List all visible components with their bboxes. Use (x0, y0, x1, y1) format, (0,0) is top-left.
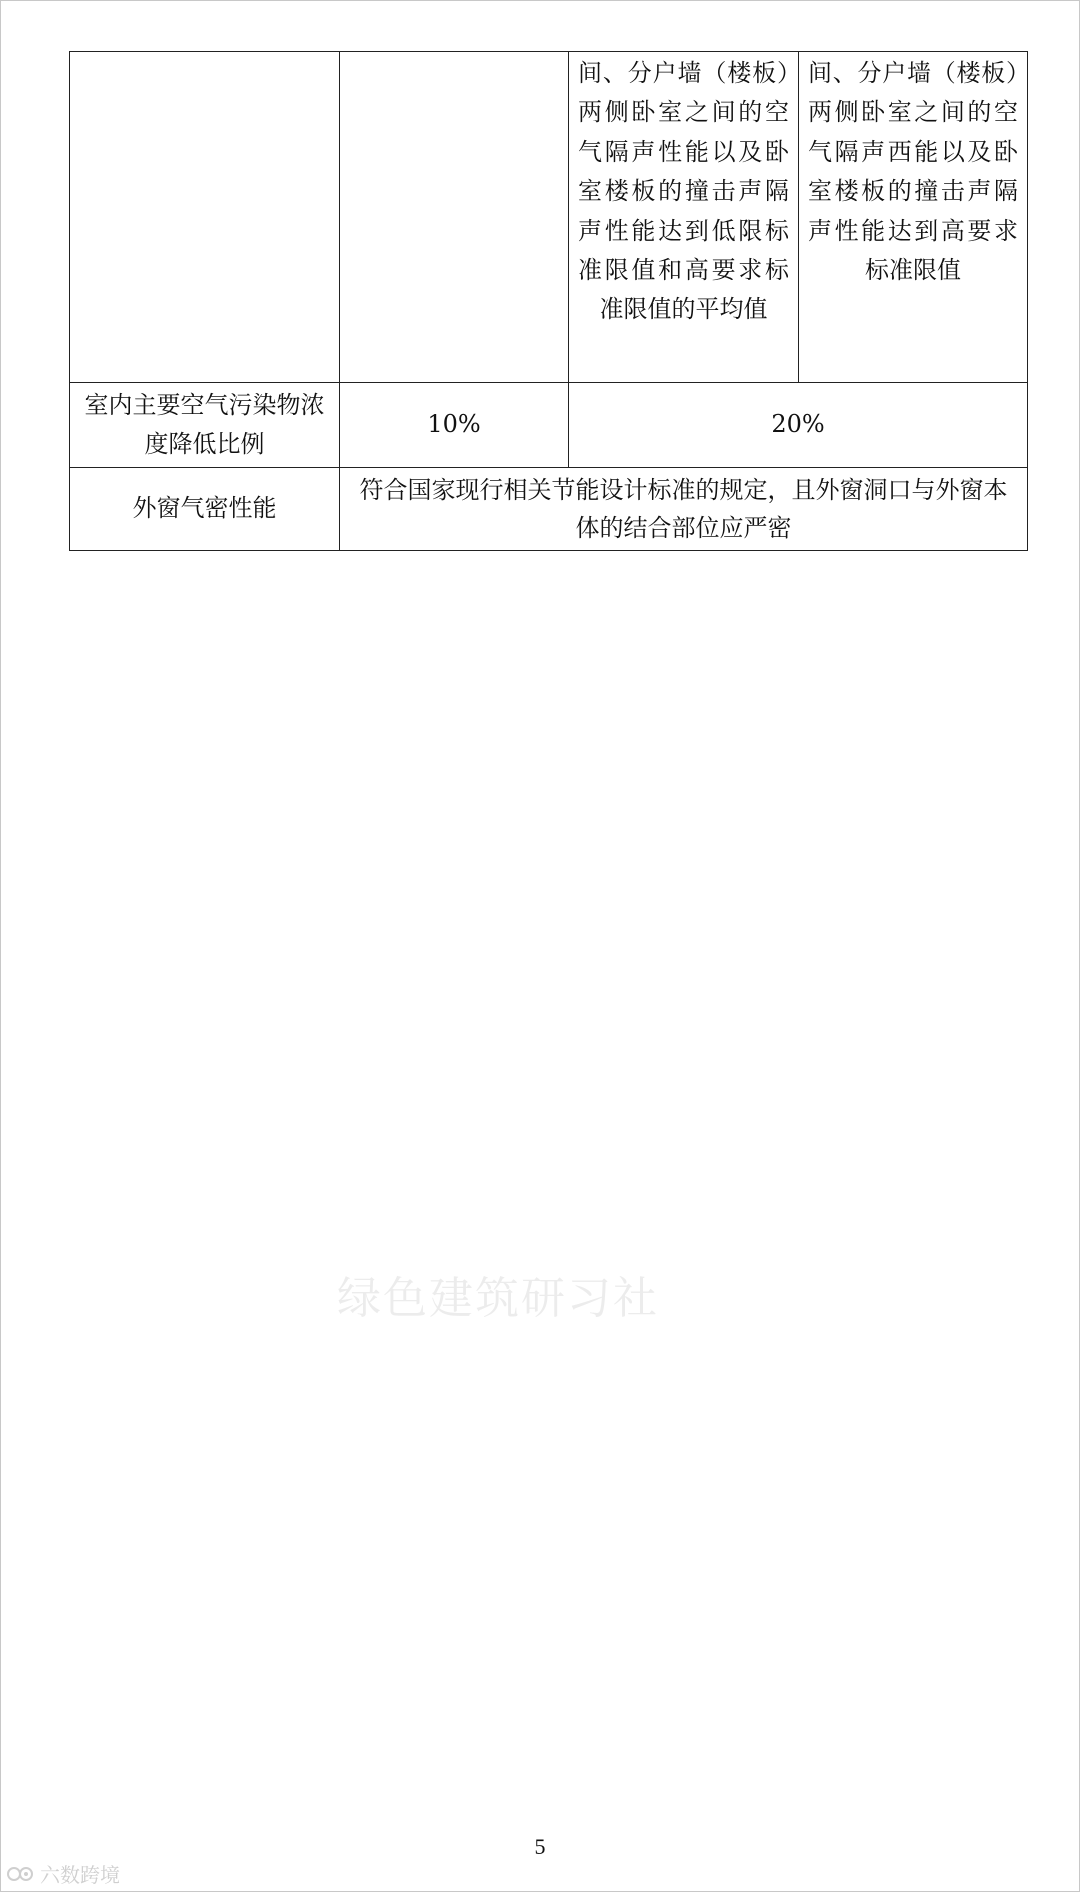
window-airtightness-label: 外窗气密性能 (70, 468, 340, 551)
air-pollutant-value-1: 10% (340, 383, 569, 468)
table-row-sound-insulation (70, 52, 1028, 383)
sound-high-text: 间、分户墙（楼板）两侧卧室之间的空气隔声西能以及卧室楼板的撞击声隔声性能达到高要求标准限值 (808, 59, 1018, 285)
air-pollutant-value-2: 20% (569, 383, 1028, 468)
corner-logo-text: 六数跨境 (40, 1863, 120, 1887)
table-row-air-pollutant (70, 383, 1028, 468)
table-row-window-airtightness (70, 468, 1028, 551)
sound-average-text: 间、分户墙（楼板）两侧卧室之间的空气隔声性能以及卧室楼板的撞击声隔声性能达到低限标准限值和高要求标准限值的平均值 (578, 59, 789, 324)
air-pollutant-label: 室内主要空气污染物浓度降低比例 (70, 383, 340, 468)
requirements-table (69, 51, 1028, 551)
table-cell-empty-label (70, 52, 340, 383)
page-number: 5 (534, 1834, 546, 1859)
table-cell-sound-high (799, 52, 1028, 383)
window-airtightness-value: 符合国家现行相关节能设计标准的规定，且外窗洞口与外窗本体的结合部位应严密 (340, 468, 1028, 551)
table-cell-sound-average (569, 52, 799, 383)
table-cell-empty-basic (340, 52, 569, 383)
corner-logo (6, 1859, 120, 1888)
watermark-text: 绿色建筑研习社 (337, 1273, 659, 1324)
camera-logo-icon (6, 1863, 36, 1885)
